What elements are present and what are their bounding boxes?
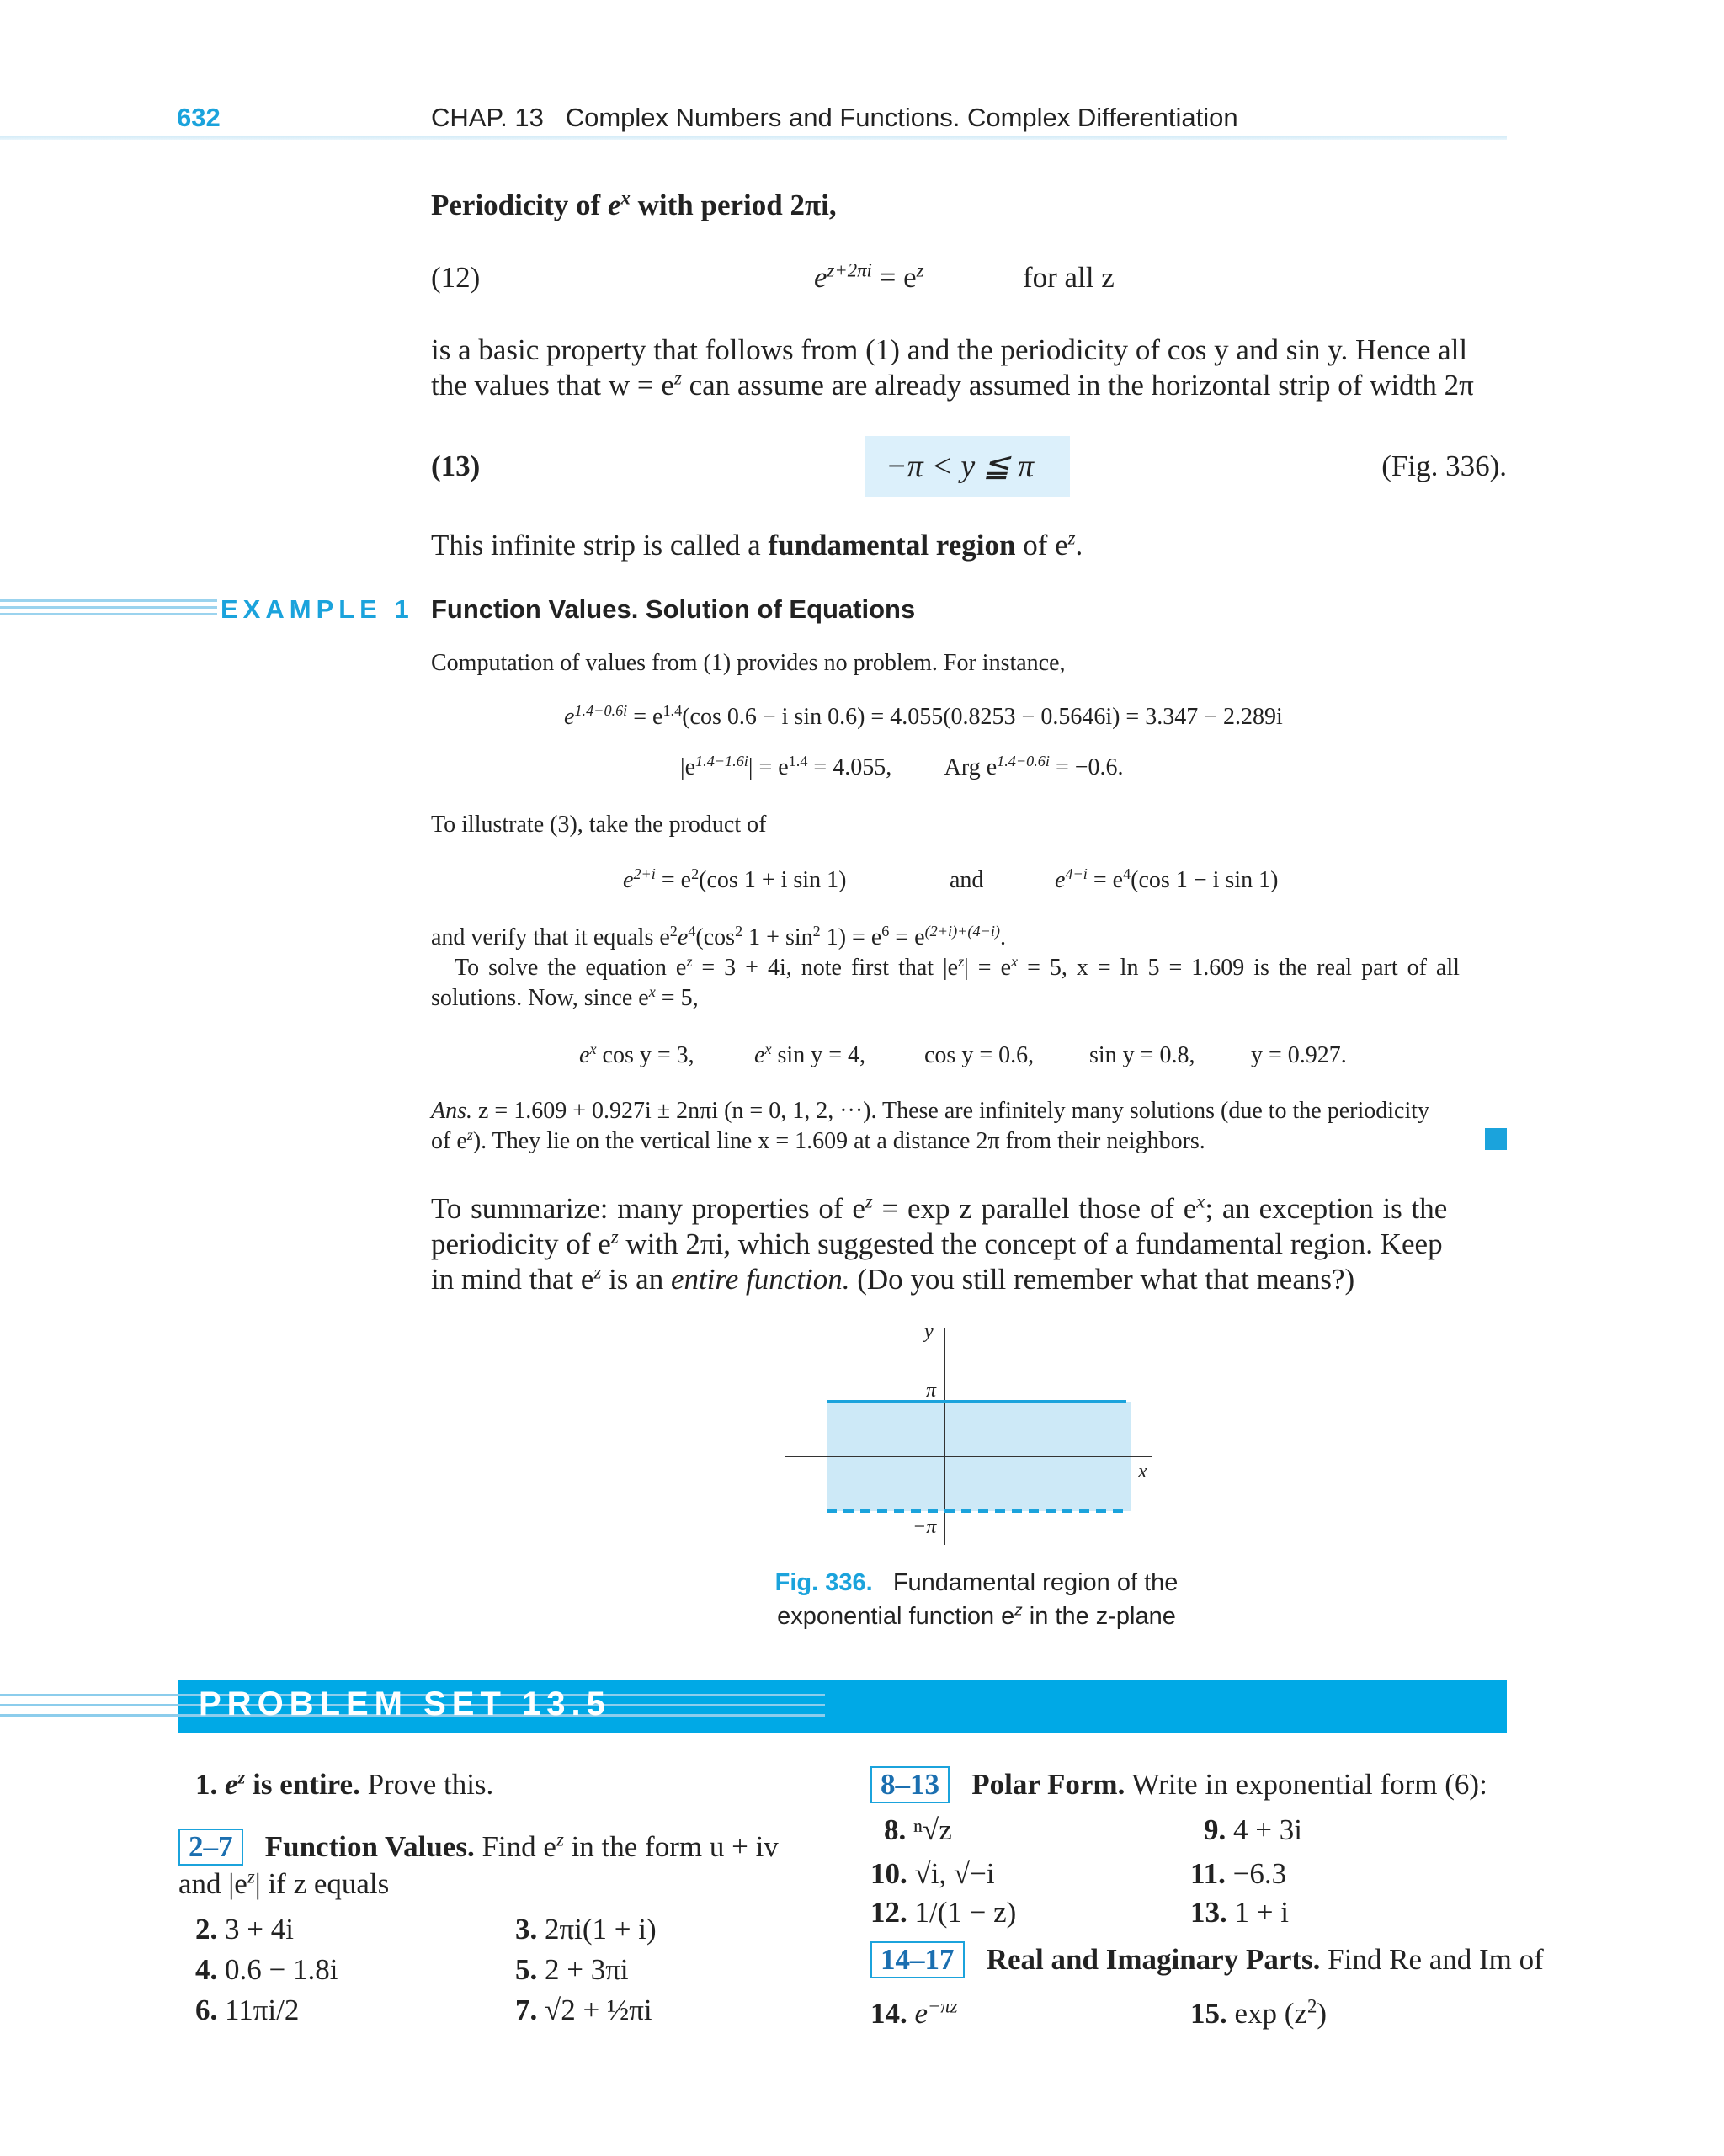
problem-set-title: PROBLEM SET 13.5 <box>199 1685 611 1722</box>
example-title: Function Values. Solution of Equations <box>431 594 916 624</box>
group-2-7-line-2: and $|e^z|$ if z equals <box>178 1866 390 1900</box>
pi-tick-label: π <box>926 1380 937 1402</box>
running-header <box>431 103 1238 133</box>
summary-line-1: To summarize: many properties of $e^z = \exp z$ parallel those of $e^x$; an exception is the <box>431 1190 1448 1225</box>
group-2-7-header: 2–7 Function Values. Find $e^z$ in the form u + iv <box>178 1829 779 1866</box>
x-axis-label: x <box>1138 1461 1147 1483</box>
problem-12: 12. 1/(1 − z) <box>870 1896 1017 1929</box>
problem-9: 9. 4 + 3i <box>1204 1813 1302 1846</box>
example-label: EXAMPLE 1 <box>217 594 418 625</box>
problem-11: 11. −6.3 <box>1190 1857 1287 1890</box>
problem-range-box: 8–13 <box>870 1766 950 1803</box>
example-line-1: Computation of values from (1) provides no problem. For instance, <box>431 650 1066 676</box>
example-answer-1: Ans. z = 1.609 + 0.927i ± 2nπi (n = 0, 1, 2, ···). These are infinitely many solutions (due to the periodicity <box>431 1098 1430 1124</box>
problem-13: 13. 1 + i <box>1190 1896 1289 1929</box>
problem-10: 10. √i, √−i <box>870 1857 995 1890</box>
chapter-label: CHAP. 13 <box>431 103 544 132</box>
summary-line-2: periodicity of $e^z$ with 2πi, which suggested the concept of a fundamental region. Keep <box>431 1226 1443 1260</box>
neg-pi-tick-label: −π <box>913 1516 937 1538</box>
problem-5: 5. 2 + 3πi <box>515 1953 629 1986</box>
y-axis-label: y <box>924 1321 934 1343</box>
eq-label: (13) <box>431 450 481 482</box>
page-number: 632 <box>177 103 221 132</box>
header-rule <box>0 136 1507 140</box>
problem-8: 8. ⁿ√z <box>884 1813 952 1846</box>
end-of-example-marker <box>1485 1128 1507 1150</box>
para-2: This infinite strip is called a fundamental region of $e^z$. <box>431 527 1083 562</box>
problem-1: 1. $e^z$ is entire. Prove this. <box>195 1766 494 1801</box>
group-8-13-header: 8–13 Polar Form. Write in exponential form (6): <box>870 1766 1487 1803</box>
group-14-17-header: 14–17 Real and Imaginary Parts. Find Re and Im of <box>870 1941 1544 1978</box>
problem-6: 6. 11πi/2 <box>195 1994 300 2026</box>
example-eq-1: $e^{1.4-0.6i} = e^{1.4}(\cos$ 0.6 − i sin 0.6) = 4.055(0.8253 − 0.5646i) = 3.347 − 2.289i <box>564 702 1283 730</box>
fundamental-region-figure <box>774 1318 1170 1570</box>
chapter-title: Complex Numbers and Functions. Complex Differentiation <box>565 103 1238 132</box>
example-line-5: solutions. Now, since $e^x = 5$, <box>431 983 699 1011</box>
problem-4: 4. 0.6 − 1.8i <box>195 1953 338 1986</box>
problem-7: 7. √2 + ½πi <box>515 1994 652 2026</box>
example-answer-2: of $e^z$). They lie on the vertical line x = 1.609 at a distance 2π from their neighbors. <box>431 1126 1205 1154</box>
problem-range-box: 2–7 <box>178 1829 243 1866</box>
example-line-4: To solve the equation $e^z = 3 + 4i$, note first that $|e^z| = e^x = 5$, x = ln 5 = 1.609 is the real part of all <box>455 953 1460 981</box>
periodicity-heading: Periodicity of $e^x$ with period 2πi, <box>431 187 837 221</box>
example-eq-2: $|e^{1.4-1.6i}| = e^{1.4} = 4.055$, Arg $e^{1.4-0.6i} = -0.6$. <box>680 753 1124 780</box>
problem-14: 14. $e^{-\pi z}$ <box>870 1995 958 2030</box>
figure-caption: Fig. 336. Fundamental region of the exponential function $e^z$ in the z-plane <box>774 1569 1179 1630</box>
para-1-line-2: the values that $w = e^z$ can assume are already assumed in the horizontal strip of width 2π <box>431 367 1474 402</box>
problem-range-box: 14–17 <box>870 1941 965 1978</box>
summary-line-3: in mind that $e^z$ is an entire function. (Do you still remember what that means?) <box>431 1261 1355 1296</box>
problem-15: 15. $\exp (z^2)$ <box>1190 1995 1328 2030</box>
example-line-2: To illustrate (3), take the product of <box>431 812 767 838</box>
caption-number: Fig. 336. <box>774 1569 873 1596</box>
problem-3: 3. 2πi(1 + i) <box>515 1913 657 1946</box>
problem-2: 2. 3 + 4i <box>195 1913 294 1946</box>
example-line-3: and verify that it equals $e^2e^4(\cos^2$ $1 + \sin^2 1) = e^6 = e^{(2+i)+(4-i)}$. <box>431 923 1006 950</box>
eq-label: (12) <box>431 261 481 294</box>
para-1-line-1: is a basic property that follows from (1) and the periodicity of cos y and sin y. Hence all <box>431 333 1468 366</box>
